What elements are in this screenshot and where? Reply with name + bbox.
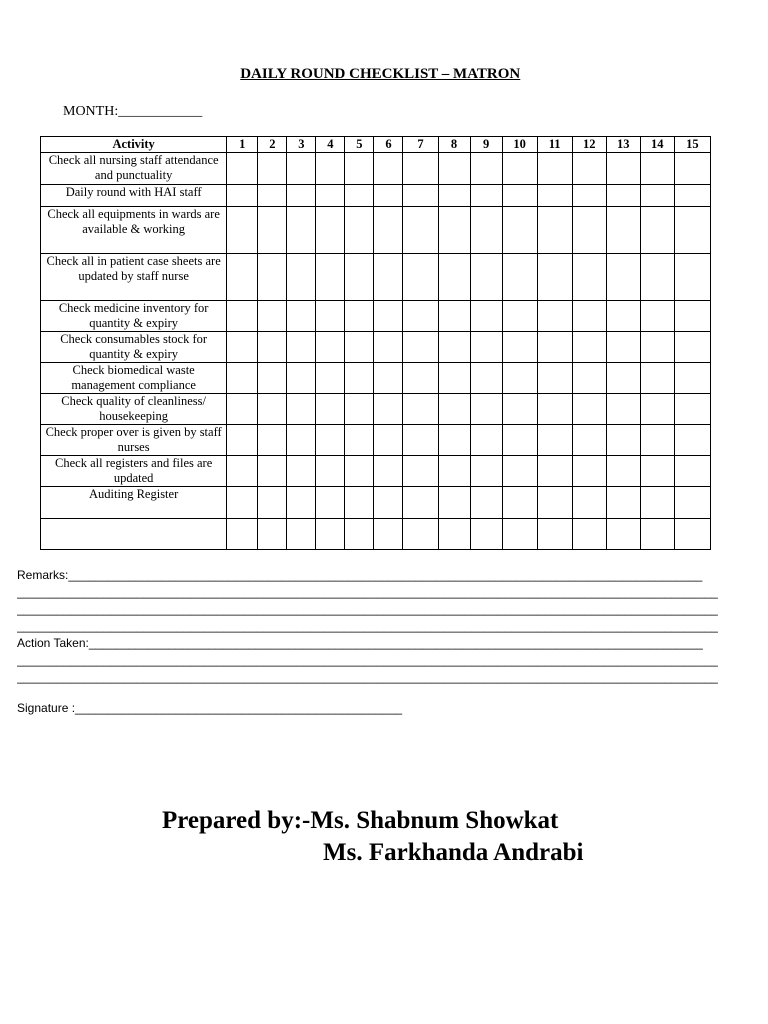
check-cell[interactable] — [572, 456, 606, 487]
check-cell[interactable] — [502, 425, 537, 456]
check-cell[interactable] — [316, 487, 345, 519]
check-cell[interactable] — [606, 254, 640, 301]
check-cell[interactable] — [438, 363, 470, 394]
check-cell[interactable] — [572, 425, 606, 456]
table-row — [41, 519, 711, 550]
check-cell[interactable] — [227, 394, 258, 425]
check-cell[interactable] — [674, 363, 710, 394]
check-cell[interactable] — [640, 207, 674, 254]
activity-cell: Check proper over is given by staff nurses — [41, 425, 227, 456]
check-cell[interactable] — [316, 363, 345, 394]
check-cell[interactable] — [258, 185, 287, 207]
check-cell[interactable] — [572, 394, 606, 425]
activity-cell: Auditing Register — [41, 487, 227, 519]
day-header: 11 — [537, 137, 572, 153]
check-cell[interactable] — [502, 185, 537, 207]
check-cell[interactable] — [345, 185, 374, 207]
remarks-line: _________________________________________________________________________________________________________ — [17, 619, 718, 633]
check-cell[interactable] — [374, 332, 403, 363]
check-cell[interactable] — [537, 185, 572, 207]
check-cell[interactable] — [606, 425, 640, 456]
day-header: 6 — [374, 137, 403, 153]
check-cell[interactable] — [606, 394, 640, 425]
activity-cell: Check medicine inventory for quantity & expiry — [41, 301, 227, 332]
check-cell[interactable] — [470, 301, 502, 332]
check-cell[interactable] — [438, 394, 470, 425]
check-cell[interactable] — [227, 301, 258, 332]
check-cell[interactable] — [227, 332, 258, 363]
check-cell[interactable] — [470, 185, 502, 207]
day-header: 7 — [403, 137, 438, 153]
check-cell[interactable] — [438, 207, 470, 254]
check-cell[interactable] — [674, 254, 710, 301]
check-cell[interactable] — [438, 332, 470, 363]
check-cell[interactable] — [502, 456, 537, 487]
check-cell[interactable] — [537, 153, 572, 185]
check-cell[interactable] — [403, 456, 438, 487]
check-cell[interactable] — [537, 425, 572, 456]
prepared-by — [162, 805, 584, 869]
check-cell[interactable] — [572, 519, 606, 550]
check-cell[interactable] — [640, 456, 674, 487]
check-cell[interactable] — [572, 332, 606, 363]
check-cell[interactable] — [674, 519, 710, 550]
check-cell[interactable] — [345, 425, 374, 456]
check-cell[interactable] — [374, 425, 403, 456]
activity-header: Activity — [41, 137, 227, 153]
table-row — [41, 301, 711, 332]
check-cell[interactable] — [374, 519, 403, 550]
check-cell[interactable] — [287, 487, 316, 519]
check-cell[interactable] — [345, 301, 374, 332]
check-cell[interactable] — [438, 519, 470, 550]
check-cell[interactable] — [316, 254, 345, 301]
check-cell[interactable] — [537, 363, 572, 394]
day-header: 3 — [287, 137, 316, 153]
check-cell[interactable] — [403, 185, 438, 207]
check-cell[interactable] — [438, 487, 470, 519]
check-cell[interactable] — [316, 207, 345, 254]
check-cell[interactable] — [287, 153, 316, 185]
check-cell[interactable] — [403, 301, 438, 332]
check-cell[interactable] — [537, 254, 572, 301]
table-row — [41, 254, 711, 301]
check-cell[interactable] — [502, 487, 537, 519]
table-row — [41, 185, 711, 207]
check-cell[interactable] — [258, 425, 287, 456]
check-cell[interactable] — [674, 425, 710, 456]
check-cell[interactable] — [374, 363, 403, 394]
day-header: 13 — [606, 137, 640, 153]
day-header: 2 — [258, 137, 287, 153]
check-cell[interactable] — [227, 254, 258, 301]
day-header: 4 — [316, 137, 345, 153]
check-cell[interactable] — [640, 487, 674, 519]
check-cell[interactable] — [502, 207, 537, 254]
check-cell[interactable] — [674, 394, 710, 425]
action-taken-label: Action Taken:____________________________________________________________________________________________ — [17, 636, 703, 650]
activity-cell: Check consumables stock for quantity & expiry — [41, 332, 227, 363]
check-cell[interactable] — [227, 363, 258, 394]
check-cell[interactable] — [316, 394, 345, 425]
check-cell[interactable] — [374, 394, 403, 425]
check-cell[interactable] — [502, 394, 537, 425]
check-cell[interactable] — [345, 254, 374, 301]
check-cell[interactable] — [438, 185, 470, 207]
check-cell[interactable] — [438, 254, 470, 301]
check-cell[interactable] — [674, 456, 710, 487]
check-cell[interactable] — [345, 394, 374, 425]
remarks-section — [17, 567, 718, 686]
check-cell[interactable] — [572, 487, 606, 519]
check-cell[interactable] — [470, 487, 502, 519]
check-cell[interactable] — [345, 456, 374, 487]
remarks-line: _________________________________________________________________________________________________________ — [17, 602, 718, 616]
check-cell[interactable] — [470, 456, 502, 487]
check-cell[interactable] — [316, 332, 345, 363]
activity-cell: Check all registers and files are updated — [41, 456, 227, 487]
check-cell[interactable] — [345, 207, 374, 254]
check-cell[interactable] — [537, 207, 572, 254]
check-cell[interactable] — [374, 254, 403, 301]
check-cell[interactable] — [258, 363, 287, 394]
check-cell[interactable] — [287, 425, 316, 456]
check-cell[interactable] — [502, 519, 537, 550]
check-cell[interactable] — [227, 456, 258, 487]
check-cell[interactable] — [258, 519, 287, 550]
check-cell[interactable] — [606, 185, 640, 207]
check-cell[interactable] — [258, 301, 287, 332]
check-cell[interactable] — [287, 456, 316, 487]
check-cell[interactable] — [316, 301, 345, 332]
check-cell[interactable] — [537, 487, 572, 519]
check-cell[interactable] — [345, 519, 374, 550]
check-cell[interactable] — [502, 254, 537, 301]
check-cell[interactable] — [227, 185, 258, 207]
check-cell[interactable] — [606, 332, 640, 363]
day-header: 15 — [674, 137, 710, 153]
check-cell[interactable] — [606, 207, 640, 254]
check-cell[interactable] — [502, 153, 537, 185]
check-cell[interactable] — [287, 254, 316, 301]
check-cell[interactable] — [345, 363, 374, 394]
check-cell[interactable] — [572, 207, 606, 254]
check-cell[interactable] — [572, 301, 606, 332]
check-cell[interactable] — [316, 456, 345, 487]
check-cell[interactable] — [227, 207, 258, 254]
check-cell[interactable] — [674, 332, 710, 363]
prepared-by-line-2: Ms. Farkhanda Andrabi — [323, 839, 584, 866]
check-cell[interactable] — [403, 394, 438, 425]
check-cell[interactable] — [606, 456, 640, 487]
remarks-line: _________________________________________________________________________________________________________ — [17, 585, 718, 599]
check-cell[interactable] — [640, 519, 674, 550]
remarks-label: Remarks:_______________________________________________________________________________________________ — [17, 568, 703, 582]
check-cell[interactable] — [316, 185, 345, 207]
check-cell[interactable] — [640, 425, 674, 456]
check-cell[interactable] — [438, 456, 470, 487]
check-cell[interactable] — [674, 153, 710, 185]
check-cell[interactable] — [374, 153, 403, 185]
table-row — [41, 153, 711, 185]
check-cell[interactable] — [674, 487, 710, 519]
check-cell[interactable] — [258, 254, 287, 301]
check-cell[interactable] — [258, 394, 287, 425]
check-cell[interactable] — [537, 394, 572, 425]
check-cell[interactable] — [502, 301, 537, 332]
check-cell[interactable] — [316, 519, 345, 550]
day-header: 9 — [470, 137, 502, 153]
check-cell[interactable] — [470, 363, 502, 394]
check-cell[interactable] — [674, 185, 710, 207]
check-cell[interactable] — [287, 332, 316, 363]
check-cell[interactable] — [537, 519, 572, 550]
table-row — [41, 363, 711, 394]
check-cell[interactable] — [640, 153, 674, 185]
table-row — [41, 332, 711, 363]
check-cell[interactable] — [287, 301, 316, 332]
check-cell[interactable] — [287, 363, 316, 394]
check-cell[interactable] — [537, 456, 572, 487]
day-header: 5 — [345, 137, 374, 153]
check-cell[interactable] — [470, 519, 502, 550]
prepared-by-line-1: Prepared by:-Ms. Shabnum Showkat — [162, 807, 559, 834]
check-cell[interactable] — [258, 332, 287, 363]
day-header: 14 — [640, 137, 674, 153]
activity-cell: Check biomedical waste management compliance — [41, 363, 227, 394]
check-cell[interactable] — [287, 207, 316, 254]
activity-cell: Check all in patient case sheets are updated by staff nurse — [41, 254, 227, 301]
check-cell[interactable] — [572, 254, 606, 301]
check-cell[interactable] — [606, 487, 640, 519]
check-cell[interactable] — [287, 185, 316, 207]
check-cell[interactable] — [438, 153, 470, 185]
table-row — [41, 425, 711, 456]
check-cell[interactable] — [572, 363, 606, 394]
table-row — [41, 487, 711, 519]
check-cell[interactable] — [470, 425, 502, 456]
check-cell[interactable] — [258, 487, 287, 519]
check-cell[interactable] — [640, 332, 674, 363]
activity-cell: Check all equipments in wards are available & working — [41, 207, 227, 254]
check-cell[interactable] — [287, 394, 316, 425]
check-cell[interactable] — [470, 153, 502, 185]
table-row — [41, 394, 711, 425]
check-cell[interactable] — [640, 363, 674, 394]
check-cell[interactable] — [606, 153, 640, 185]
check-cell[interactable] — [403, 153, 438, 185]
check-cell[interactable] — [537, 301, 572, 332]
check-cell[interactable] — [470, 254, 502, 301]
check-cell[interactable] — [403, 425, 438, 456]
check-cell[interactable] — [345, 153, 374, 185]
day-header: 10 — [502, 137, 537, 153]
action-line: _________________________________________________________________________________________________________ — [17, 653, 718, 667]
activity-cell: Daily round with HAI staff — [41, 185, 227, 207]
check-cell[interactable] — [606, 519, 640, 550]
check-cell[interactable] — [438, 301, 470, 332]
month-field: MONTH:____________ — [63, 104, 203, 119]
check-cell[interactable] — [403, 519, 438, 550]
checklist-table — [40, 136, 711, 550]
signature-line: Signature :_________________________________________________ — [17, 701, 403, 715]
check-cell[interactable] — [403, 207, 438, 254]
check-cell[interactable] — [674, 207, 710, 254]
check-cell[interactable] — [403, 363, 438, 394]
check-cell[interactable] — [502, 363, 537, 394]
check-cell[interactable] — [470, 394, 502, 425]
check-cell[interactable] — [227, 153, 258, 185]
check-cell[interactable] — [640, 301, 674, 332]
table-row — [41, 207, 711, 254]
check-cell[interactable] — [227, 425, 258, 456]
activity-cell: Check all nursing staff attendance and punctuality — [41, 153, 227, 185]
check-cell[interactable] — [374, 301, 403, 332]
check-cell[interactable] — [640, 185, 674, 207]
table-header-row — [41, 137, 711, 153]
check-cell[interactable] — [470, 207, 502, 254]
day-header: 1 — [227, 137, 258, 153]
check-cell[interactable] — [227, 519, 258, 550]
check-cell[interactable] — [640, 254, 674, 301]
check-cell[interactable] — [572, 185, 606, 207]
table-row — [41, 456, 711, 487]
activity-cell — [41, 519, 227, 550]
check-cell[interactable] — [374, 207, 403, 254]
check-cell[interactable] — [258, 456, 287, 487]
check-cell[interactable] — [640, 394, 674, 425]
check-cell[interactable] — [606, 363, 640, 394]
check-cell[interactable] — [345, 487, 374, 519]
check-cell[interactable] — [470, 332, 502, 363]
day-header: 12 — [572, 137, 606, 153]
check-cell[interactable] — [674, 301, 710, 332]
check-cell[interactable] — [403, 487, 438, 519]
check-cell[interactable] — [316, 425, 345, 456]
check-cell[interactable] — [227, 487, 258, 519]
document-title: DAILY ROUND CHECKLIST – MATRON — [240, 66, 521, 82]
check-cell[interactable] — [374, 185, 403, 207]
check-cell[interactable] — [374, 487, 403, 519]
day-header: 8 — [438, 137, 470, 153]
check-cell[interactable] — [438, 425, 470, 456]
activity-cell: Check quality of cleanliness/ housekeeping — [41, 394, 227, 425]
check-cell[interactable] — [572, 153, 606, 185]
check-cell[interactable] — [606, 301, 640, 332]
check-cell[interactable] — [258, 153, 287, 185]
check-cell[interactable] — [403, 254, 438, 301]
check-cell[interactable] — [374, 456, 403, 487]
check-cell[interactable] — [403, 332, 438, 363]
check-cell[interactable] — [287, 519, 316, 550]
check-cell[interactable] — [345, 332, 374, 363]
check-cell[interactable] — [502, 332, 537, 363]
check-cell[interactable] — [258, 207, 287, 254]
check-cell[interactable] — [537, 332, 572, 363]
check-cell[interactable] — [316, 153, 345, 185]
action-line: _________________________________________________________________________________________________________ — [17, 670, 718, 684]
